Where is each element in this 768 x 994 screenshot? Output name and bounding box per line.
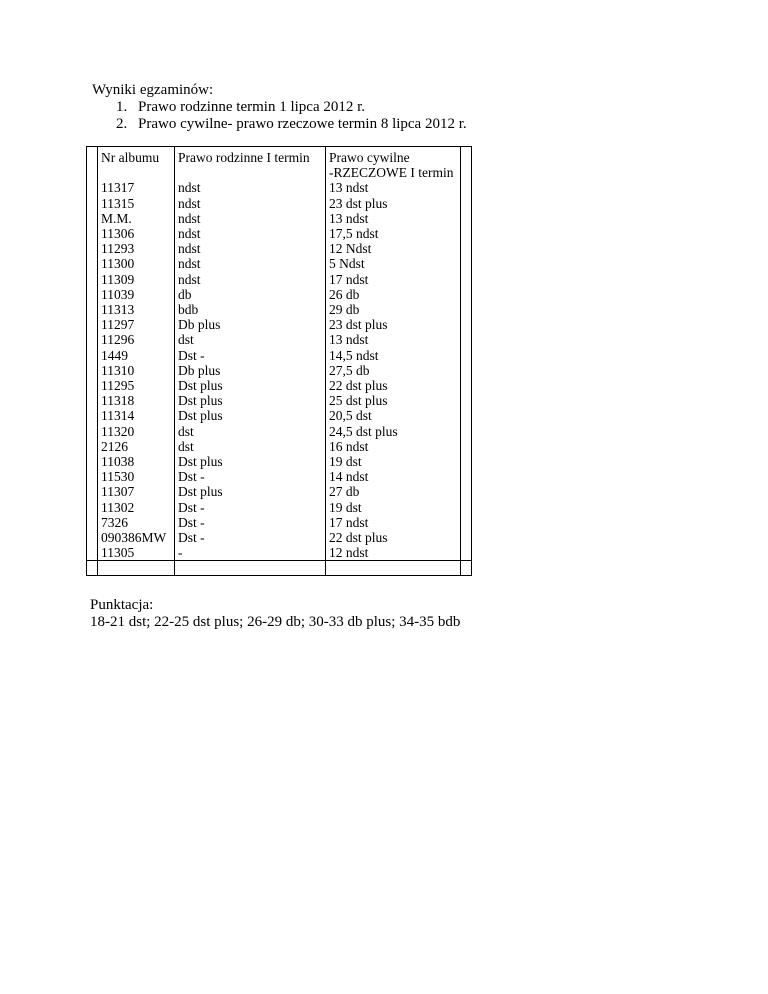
album-number-cell: 11313 — [98, 302, 175, 317]
table-row — [87, 378, 472, 393]
civil-law-grade-cell: 23 dst plus — [326, 317, 461, 332]
spacer-cell — [87, 287, 98, 302]
header-civil-law: Prawo cywilne — [326, 147, 461, 166]
table-row — [87, 287, 472, 302]
table-row — [87, 484, 472, 499]
civil-law-grade-cell: 27,5 db — [326, 363, 461, 378]
empty-cell — [175, 561, 326, 576]
album-number-cell: M.M. — [98, 211, 175, 226]
album-number-cell: 11317 — [98, 180, 175, 195]
table-row — [87, 363, 472, 378]
family-law-grade-cell: ndst — [175, 226, 326, 241]
spacer-cell — [87, 196, 98, 211]
spacer-cell — [87, 393, 98, 408]
civil-law-grade-cell: 14 ndst — [326, 469, 461, 484]
spacer-cell — [87, 241, 98, 256]
spacer-cell — [461, 348, 472, 363]
spacer-cell — [87, 211, 98, 226]
spacer-cell — [461, 484, 472, 499]
spacer-cell — [461, 439, 472, 454]
album-number-cell: 1449 — [98, 348, 175, 363]
table-header-row — [87, 147, 472, 166]
spacer-cell — [461, 393, 472, 408]
table-row — [87, 469, 472, 484]
family-law-grade-cell: dst — [175, 424, 326, 439]
table-row — [87, 272, 472, 287]
table-row — [87, 241, 472, 256]
table-row — [87, 545, 472, 561]
spacer-cell — [461, 287, 472, 302]
spacer-cell — [87, 378, 98, 393]
spacer-cell — [461, 363, 472, 378]
album-number-cell: 11295 — [98, 378, 175, 393]
album-number-cell: 11296 — [98, 332, 175, 347]
header-family-law: Prawo rodzinne I termin — [175, 147, 326, 166]
spacer-cell — [87, 363, 98, 378]
empty-cell — [461, 561, 472, 576]
civil-law-grade-cell: 16 ndst — [326, 439, 461, 454]
table-row — [87, 530, 472, 545]
album-number-cell: 11314 — [98, 408, 175, 423]
album-number-cell: 11310 — [98, 363, 175, 378]
civil-law-grade-cell: 13 ndst — [326, 180, 461, 195]
exam-list — [116, 99, 467, 133]
spacer-cell — [87, 272, 98, 287]
spacer-cell — [87, 165, 98, 180]
header-family-law-empty — [175, 165, 326, 180]
civil-law-grade-cell: 14,5 ndst — [326, 348, 461, 363]
table-row — [87, 424, 472, 439]
civil-law-grade-cell: 27 db — [326, 484, 461, 499]
spacer-cell — [461, 515, 472, 530]
family-law-grade-cell: bdb — [175, 302, 326, 317]
table-empty-row — [87, 561, 472, 576]
results-table — [86, 146, 472, 576]
album-number-cell: 11305 — [98, 545, 175, 561]
civil-law-grade-cell: 17 ndst — [326, 515, 461, 530]
family-law-grade-cell: Dst plus — [175, 408, 326, 423]
spacer-cell — [461, 241, 472, 256]
spacer-cell — [461, 272, 472, 287]
table-row — [87, 408, 472, 423]
civil-law-grade-cell: 12 Ndst — [326, 241, 461, 256]
civil-law-grade-cell: 19 dst — [326, 500, 461, 515]
header-civil-law-line2: -RZECZOWE I termin — [326, 165, 461, 180]
table-header-row-2 — [87, 165, 472, 180]
spacer-cell — [87, 180, 98, 195]
spacer-cell — [461, 332, 472, 347]
exam-text: Prawo cywilne- prawo rzeczowe termin 8 lipca 2012 r. — [138, 116, 467, 132]
spacer-cell — [461, 545, 472, 561]
table-row — [87, 332, 472, 347]
civil-law-grade-cell: 22 dst plus — [326, 378, 461, 393]
spacer-cell — [461, 530, 472, 545]
civil-law-grade-cell: 22 dst plus — [326, 530, 461, 545]
civil-law-grade-cell: 24,5 dst plus — [326, 424, 461, 439]
civil-law-grade-cell: 23 dst plus — [326, 196, 461, 211]
family-law-grade-cell: Dst plus — [175, 454, 326, 469]
spacer-cell — [87, 332, 98, 347]
table-row — [87, 515, 472, 530]
family-law-grade-cell: Db plus — [175, 363, 326, 378]
civil-law-grade-cell: 17 ndst — [326, 272, 461, 287]
family-law-grade-cell: ndst — [175, 256, 326, 271]
family-law-grade-cell: Dst plus — [175, 378, 326, 393]
civil-law-grade-cell: 19 dst — [326, 454, 461, 469]
family-law-grade-cell: ndst — [175, 272, 326, 287]
table-row — [87, 196, 472, 211]
spacer-cell — [87, 454, 98, 469]
spacer-cell — [87, 147, 98, 166]
family-law-grade-cell: ndst — [175, 241, 326, 256]
album-number-cell: 11320 — [98, 424, 175, 439]
exam-text: Prawo rodzinne termin 1 lipca 2012 r. — [138, 99, 366, 115]
table-row — [87, 256, 472, 271]
spacer-cell — [87, 256, 98, 271]
family-law-grade-cell: Db plus — [175, 317, 326, 332]
spacer-cell — [461, 408, 472, 423]
spacer-cell — [87, 408, 98, 423]
civil-law-grade-cell: 17,5 ndst — [326, 226, 461, 241]
spacer-cell — [461, 317, 472, 332]
table-row — [87, 439, 472, 454]
table-row — [87, 348, 472, 363]
table-row — [87, 500, 472, 515]
spacer-cell — [87, 302, 98, 317]
empty-cell — [326, 561, 461, 576]
table-row — [87, 454, 472, 469]
civil-law-grade-cell: 13 ndst — [326, 211, 461, 226]
family-law-grade-cell: Dst - — [175, 500, 326, 515]
family-law-grade-cell: Dst - — [175, 515, 326, 530]
spacer-cell — [87, 226, 98, 241]
civil-law-grade-cell: 26 db — [326, 287, 461, 302]
spacer-cell — [461, 424, 472, 439]
spacer-cell — [87, 530, 98, 545]
album-number-cell: 11306 — [98, 226, 175, 241]
empty-cell — [87, 561, 98, 576]
album-number-cell: 11318 — [98, 393, 175, 408]
scoring-text: 18-21 dst; 22-25 dst plus; 26-29 db; 30-33 db plus; 34-35 bdb — [90, 614, 461, 630]
header-album-empty — [98, 165, 175, 180]
page-heading: Wyniki egzaminów: — [92, 82, 214, 98]
spacer-cell — [87, 484, 98, 499]
empty-cell — [98, 561, 175, 576]
album-number-cell: 11038 — [98, 454, 175, 469]
spacer-cell — [461, 165, 472, 180]
header-album: Nr albumu — [98, 147, 175, 166]
album-number-cell: 11300 — [98, 256, 175, 271]
family-law-grade-cell: - — [175, 545, 326, 561]
spacer-cell — [461, 256, 472, 271]
album-number-cell: 11315 — [98, 196, 175, 211]
family-law-grade-cell: db — [175, 287, 326, 302]
family-law-grade-cell: dst — [175, 439, 326, 454]
spacer-cell — [461, 147, 472, 166]
family-law-grade-cell: ndst — [175, 196, 326, 211]
family-law-grade-cell: Dst plus — [175, 393, 326, 408]
album-number-cell: 2126 — [98, 439, 175, 454]
album-number-cell: 11039 — [98, 287, 175, 302]
civil-law-grade-cell: 5 Ndst — [326, 256, 461, 271]
spacer-cell — [87, 424, 98, 439]
spacer-cell — [87, 439, 98, 454]
family-law-grade-cell: ndst — [175, 211, 326, 226]
spacer-cell — [87, 348, 98, 363]
exam-number: 2. — [116, 116, 128, 132]
spacer-cell — [87, 500, 98, 515]
spacer-cell — [461, 196, 472, 211]
spacer-cell — [461, 211, 472, 226]
spacer-cell — [461, 378, 472, 393]
spacer-cell — [461, 500, 472, 515]
spacer-cell — [87, 469, 98, 484]
album-number-cell: 11307 — [98, 484, 175, 499]
table-row — [87, 211, 472, 226]
album-number-cell: 090386MW — [98, 530, 175, 545]
album-number-cell: 11530 — [98, 469, 175, 484]
civil-law-grade-cell: 25 dst plus — [326, 393, 461, 408]
table-row — [87, 302, 472, 317]
spacer-cell — [87, 545, 98, 561]
spacer-cell — [461, 226, 472, 241]
spacer-cell — [87, 515, 98, 530]
table-row — [87, 393, 472, 408]
exam-item — [116, 116, 467, 133]
family-law-grade-cell: Dst - — [175, 348, 326, 363]
family-law-grade-cell: Dst plus — [175, 484, 326, 499]
spacer-cell — [461, 180, 472, 195]
exam-item — [116, 99, 467, 116]
exam-number: 1. — [116, 99, 128, 115]
album-number-cell: 11297 — [98, 317, 175, 332]
civil-law-grade-cell: 29 db — [326, 302, 461, 317]
family-law-grade-cell: Dst - — [175, 530, 326, 545]
spacer-cell — [461, 302, 472, 317]
table-row — [87, 226, 472, 241]
album-number-cell: 7326 — [98, 515, 175, 530]
spacer-cell — [87, 317, 98, 332]
album-number-cell: 11293 — [98, 241, 175, 256]
album-number-cell: 11309 — [98, 272, 175, 287]
scoring-title: Punktacja: — [90, 597, 154, 613]
table-row — [87, 180, 472, 195]
table-row — [87, 317, 472, 332]
family-law-grade-cell: ndst — [175, 180, 326, 195]
civil-law-grade-cell: 12 ndst — [326, 545, 461, 561]
spacer-cell — [461, 454, 472, 469]
family-law-grade-cell: dst — [175, 332, 326, 347]
civil-law-grade-cell: 13 ndst — [326, 332, 461, 347]
family-law-grade-cell: Dst - — [175, 469, 326, 484]
spacer-cell — [461, 469, 472, 484]
civil-law-grade-cell: 20,5 dst — [326, 408, 461, 423]
album-number-cell: 11302 — [98, 500, 175, 515]
